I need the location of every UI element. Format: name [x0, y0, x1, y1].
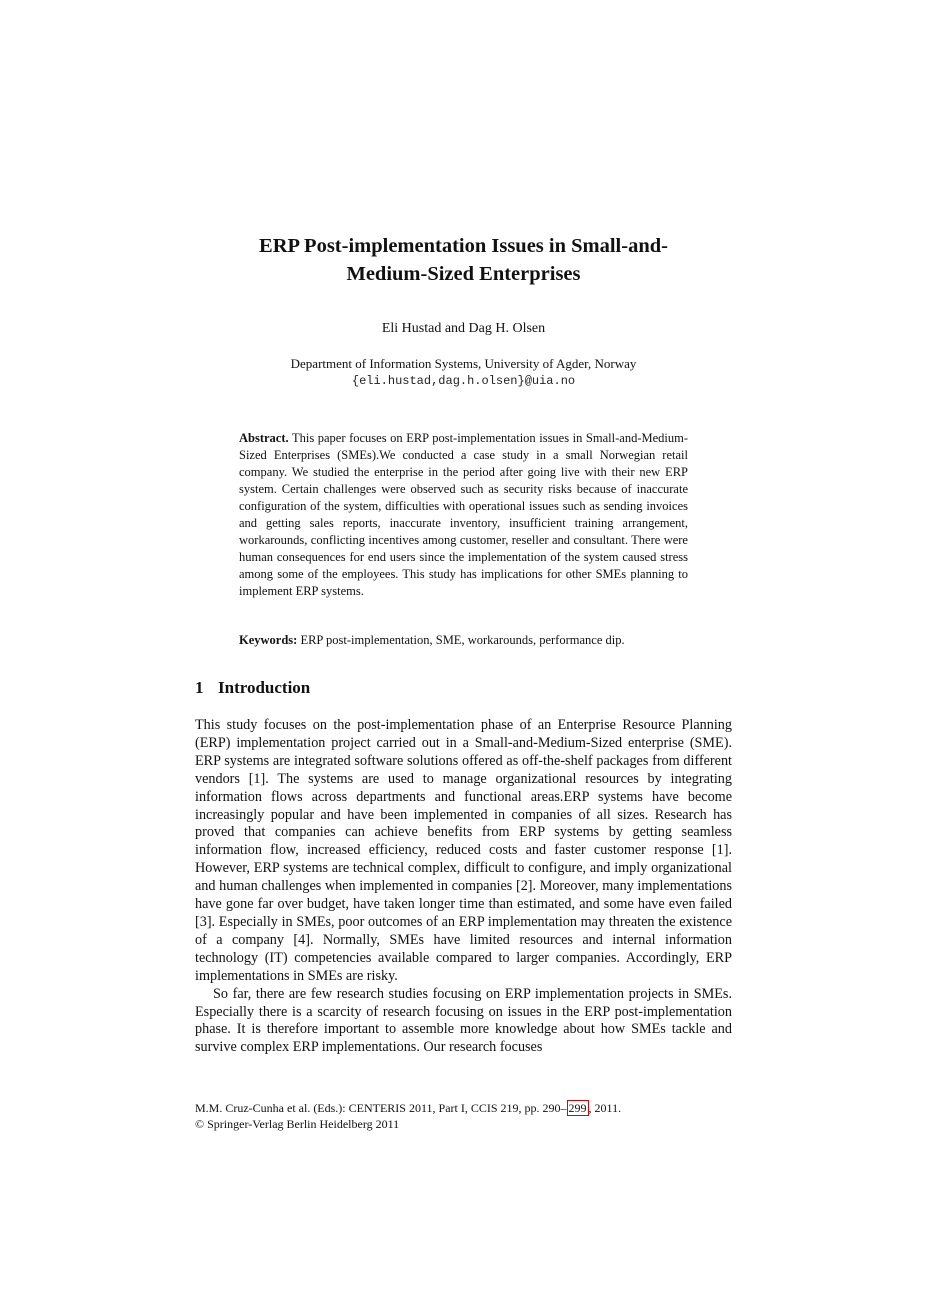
footer [195, 1100, 732, 1132]
abstract [239, 430, 688, 600]
footer-citation-prefix: M.M. Cruz-Cunha et al. (Eds.): CENTERIS 2011, Part I, CCIS 219, pp. 290– [195, 1101, 567, 1115]
abstract-label: Abstract. [239, 431, 289, 445]
keywords-label: Keywords: [239, 633, 298, 647]
authors: Eli Hustad and Dag H. Olsen [381, 321, 546, 336]
abstract-text: This paper focuses on ERP post-implementation issues in Small-and-Medium-Sized Enterprises (SMEs).We conducted a case study in a small Norwegian retail company. We studied the enterprise in the period after going live with their new ERP system. Certain challenges were observed such as security risks because of inaccurate configuration of the system, difficulties with operational issues such as sending invoices and getting sales reports, inaccurate inventory, insufficient training arrangement, workarounds, conflicting incentives among customer, reseller and consultant. There were human consequences for end users since the implementation of the system caused stress among some of the employees. This study has implications for other SMEs planning to implement ERP systems. [239, 431, 688, 598]
section-title: Introduction [218, 678, 311, 697]
page-link[interactable]: 299 [568, 1101, 587, 1115]
section-heading [195, 677, 310, 699]
paper-title [195, 232, 732, 288]
introduction-body [195, 717, 732, 1057]
keywords-text: ERP post-implementation, SME, workarounds, performance dip. [297, 633, 625, 647]
title-line-1: ERP Post-implementation Issues in Small-and- [259, 235, 668, 257]
paragraph-1: This study focuses on the post-implementation phase of an Enterprise Resource Planning (ERP) implementation project carried out in a Small-and-Medium-Sized enterprise (SME). ERP systems are integrated software solutions offered as off-the-shelf packages from different vendors [1]. The systems are used to manage organizational resources by integrating information flows across departments and functional areas.ERP systems have become increasingly popular and have been implemented in companies of all sizes. Research has proved that companies can achieve benefits from ERP systems by getting seamless information flow, increased efficiency, reduced costs and faster customer response [1]. However, ERP systems are technical complex, difficult to configure, and imply organizational and human challenges when implemented in companies [2]. Moreover, many implementations have gone far over budget, have taken longer time than estimated, and some have even failed [3]. Especially in SMEs, poor outcomes of an ERP implementation may threaten the existence of a company [4]. Normally, SMEs have limited resources and internal information technology (IT) competencies available compared to larger companies. Accordingly, ERP implementations in SMEs are risky. [195, 717, 732, 984]
title-line-2: Medium-Sized Enterprises [346, 263, 581, 285]
keywords [239, 632, 688, 649]
paragraph-2: So far, there are few research studies focusing on ERP implementation projects in SMEs. Especially there is a scarcity of research focusing on issues in the ERP post-implementation phase. It is therefore important to assemble more knowledge about how SMEs tackle and survive complex ERP implementations. Our research focuses [195, 985, 732, 1056]
footer-citation [195, 1100, 732, 1116]
footer-citation-suffix: , 2011. [588, 1101, 622, 1115]
author-email: {eli.hustad,dag.h.olsen}@uia.no [351, 374, 576, 388]
section-number: 1 [195, 678, 204, 697]
footer-copyright: © Springer-Verlag Berlin Heidelberg 2011 [195, 1117, 400, 1131]
affiliation: Department of Information Systems, University of Agder, Norway [290, 356, 637, 371]
